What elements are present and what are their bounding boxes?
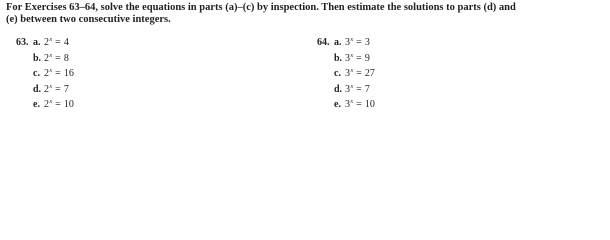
part-label: c. <box>33 68 40 79</box>
equals-sign: = <box>356 37 362 48</box>
base: 3 <box>345 37 350 48</box>
exponent: x <box>350 37 354 43</box>
rhs-value: 8 <box>63 52 69 64</box>
rhs-value: 16 <box>63 68 74 79</box>
rhs-value: 10 <box>364 99 375 110</box>
base: 3 <box>345 99 350 110</box>
equals-sign: = <box>55 99 61 110</box>
part-label: c. <box>334 68 341 79</box>
rhs-value: 7 <box>63 83 69 95</box>
equals-sign: = <box>55 37 61 48</box>
exercise-64 <box>317 33 375 111</box>
equals-sign: = <box>356 68 362 79</box>
base: 3 <box>345 83 350 95</box>
exponent: x <box>350 52 354 59</box>
rhs-value: 7 <box>364 83 370 95</box>
exponent: x <box>350 68 354 74</box>
part-label: d. <box>334 83 343 95</box>
base: 2 <box>44 99 49 110</box>
equals-sign: = <box>55 68 61 79</box>
exercise-64-part-a <box>317 33 375 49</box>
part-label: d. <box>33 83 42 95</box>
exponent: x <box>49 99 53 105</box>
part-label: a. <box>33 37 41 48</box>
base: 3 <box>345 52 350 64</box>
base: 2 <box>44 68 49 79</box>
base: 3 <box>345 68 350 79</box>
exercise-64-part-b <box>317 49 375 65</box>
base: 2 <box>44 83 49 95</box>
exercise-64-part-e <box>317 95 375 111</box>
exercise-number: 63. <box>16 37 29 48</box>
rhs-value: 4 <box>63 37 69 48</box>
part-label: b. <box>334 52 343 64</box>
exponent: x <box>49 37 53 43</box>
part-label: a. <box>334 37 342 48</box>
base: 2 <box>44 37 49 48</box>
exponent: x <box>49 83 53 90</box>
equals-sign: = <box>55 52 61 64</box>
part-label: e. <box>33 99 40 110</box>
exercise-63-part-c <box>16 64 74 80</box>
equals-sign: = <box>55 83 61 95</box>
part-label: e. <box>334 99 341 110</box>
part-label: b. <box>33 52 42 64</box>
exponent: x <box>350 99 354 105</box>
exercise-63 <box>16 33 74 111</box>
equals-sign: = <box>356 83 362 95</box>
exponent: x <box>350 83 354 90</box>
exercise-63-part-e <box>16 95 74 111</box>
exercise-64-part-c <box>317 64 375 80</box>
rhs-value: 27 <box>364 68 375 79</box>
exercise-instructions: For Exercises 63–64, solve the equations in parts (a)–(c) by inspection. Then estimate the solutions to parts (d) and (e) between two consecutive integers. <box>6 2 516 25</box>
exponent: x <box>49 52 53 59</box>
base: 2 <box>44 52 49 64</box>
exercise-63-part-a <box>16 33 74 49</box>
exercise-number: 64. <box>317 37 330 48</box>
rhs-value: 10 <box>63 99 74 110</box>
equals-sign: = <box>356 52 362 64</box>
exercise-63-part-d <box>16 80 74 96</box>
rhs-value: 3 <box>364 37 370 48</box>
rhs-value: 9 <box>364 52 370 64</box>
exercise-63-part-b <box>16 49 74 65</box>
exponent: x <box>49 68 53 74</box>
equals-sign: = <box>356 99 362 110</box>
exercise-64-part-d <box>317 80 375 96</box>
